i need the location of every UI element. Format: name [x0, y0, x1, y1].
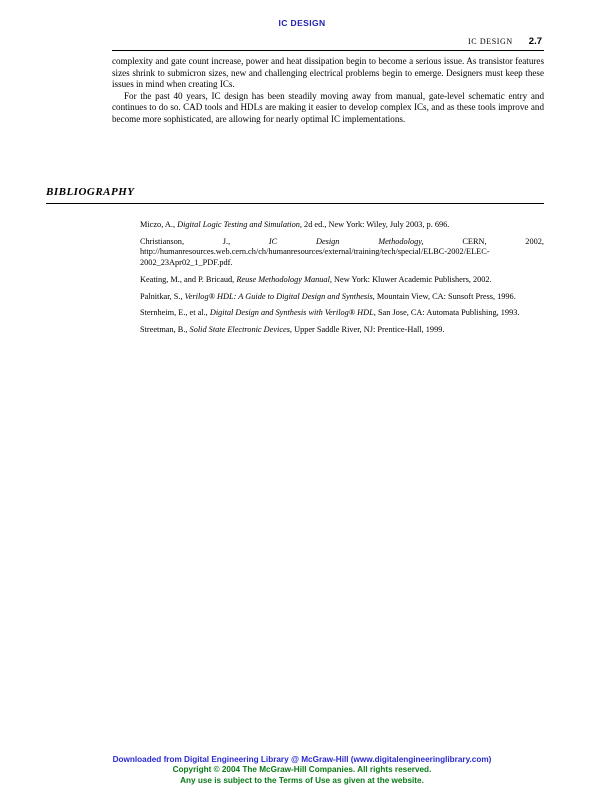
bib-rest: San Jose, CA: Automata Publishing, 1993.: [377, 308, 520, 318]
page-folio: 2.7: [528, 36, 542, 47]
bib-title: Verilog® HDL: A Guide to Digital Design and Synthesis,: [184, 291, 375, 301]
body-text: [112, 56, 544, 126]
bib-rest: Upper Saddle River, NJ: Prentice-Hall, 1999.: [294, 325, 445, 335]
footer-download-line[interactable]: Downloaded from Digital Engineering Library @ McGraw-Hill (www.digitalengineeringlibrary.com): [112, 754, 492, 764]
bib-rest: New York: Kluwer Academic Publishers, 2002.: [334, 274, 492, 284]
bib-author: Christianson, J.,: [140, 236, 231, 246]
body-paragraph-2: For the past 40 years, IC design has been steadily moving away from manual, gate-level schematic entry and continues to do so. CAD tools and HDLs are making it easier to develop complex ICs, and as these tools improve and become more sophisticated, are allowing for nearly optimal IC implementations.: [112, 90, 544, 124]
footer-copyright-line: Copyright © 2004 The McGraw-Hill Companies. All rights reserved.: [172, 765, 432, 774]
bib-title: Digital Logic Testing and Simulation,: [177, 220, 302, 229]
list-item: [140, 275, 544, 285]
bib-author: Miczo, A.,: [140, 220, 176, 229]
bib-title: Digital Design and Synthesis with Verilog® HDL,: [209, 308, 376, 318]
running-head: [468, 36, 542, 47]
page-section-header: IC DESIGN: [278, 18, 326, 28]
bibliography-list: [140, 220, 544, 342]
bib-title: Solid State Electronic Devices,: [189, 325, 292, 335]
bib-author: Keating, M., and P. Bricaud,: [140, 274, 235, 284]
bib-author: Palnitkar, S.,: [140, 291, 183, 301]
bib-rest: CERN, 2002, http://humanresources.web.cern.ch/ch/humanresources/external/training/tech/special/ELBC-2002/ELEC-2002_23Apr02_1_PDF.pdf.: [140, 236, 544, 267]
body-paragraph-1: complexity and gate count increase, power and heat dissipation begin to become a serious issue. As transistor features sizes shrink to submicron sizes, new and challenging electrical problems begin to emerge. Designers must keep these issues in mind when creating ICs.: [112, 56, 544, 90]
list-item: [140, 308, 544, 318]
bibliography-heading: BIBLIOGRAPHY: [46, 186, 135, 198]
bib-author: Streetman, B.,: [140, 325, 188, 335]
bibliography-rule: [46, 203, 544, 204]
list-item: [140, 237, 544, 268]
list-item: [140, 292, 544, 302]
list-item: [140, 325, 544, 335]
bib-author: Sternheim, E., et al.,: [140, 308, 208, 318]
bib-title: Reuse Methodology Manual,: [236, 274, 332, 284]
page-footer: [0, 755, 604, 787]
bib-rest: 2d ed., New York: Wiley, July 2003, p. 696.: [304, 220, 450, 229]
running-head-title: IC DESIGN: [468, 37, 513, 46]
bib-rest: Mountain View, CA: Sunsoft Press, 1996.: [376, 291, 516, 301]
bib-title: IC Design Methodology,: [268, 236, 424, 246]
list-item: [140, 220, 544, 230]
footer-terms-line[interactable]: Any use is subject to the Terms of Use as given at the website.: [180, 775, 424, 785]
header-rule: [112, 50, 544, 51]
